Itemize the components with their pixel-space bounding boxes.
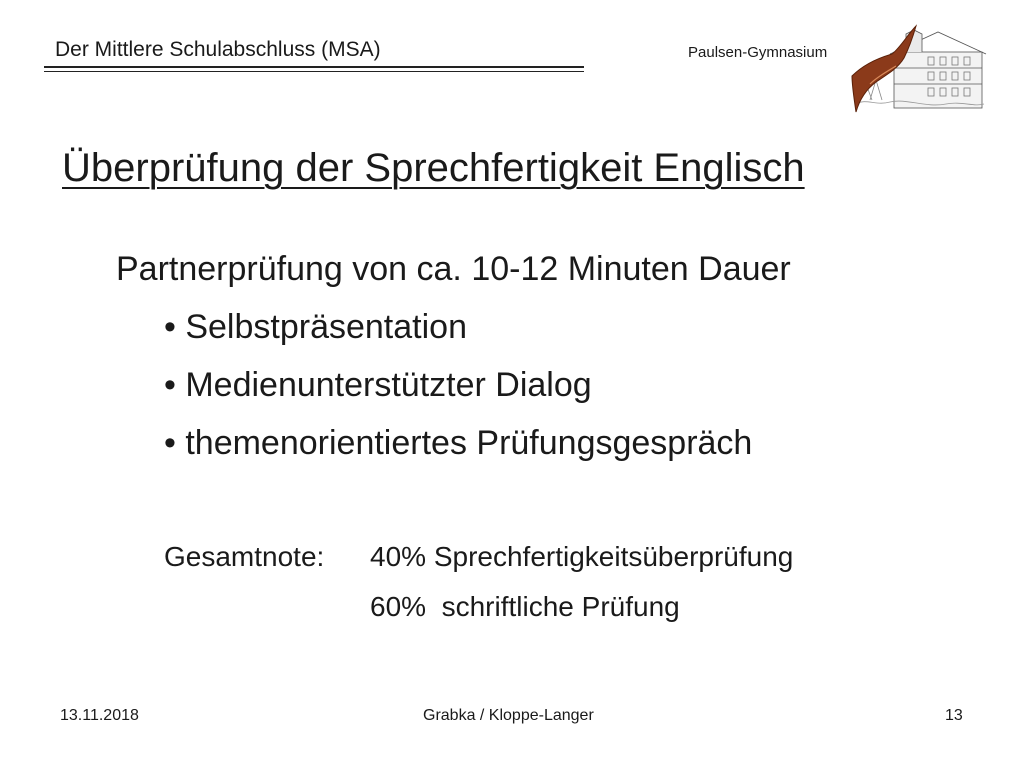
footer-authors: Grabka / Kloppe-Langer xyxy=(423,707,594,724)
header-rule xyxy=(44,66,584,68)
header-rule-thin xyxy=(44,71,584,72)
footer-date: 13.11.2018 xyxy=(60,707,139,724)
bullet-item: • Selbstpräsentation xyxy=(164,308,467,346)
slide-title: Überprüfung der Sprechfertigkeit Englisch xyxy=(62,146,805,190)
bullet-item: • Medienunterstützter Dialog xyxy=(164,366,592,404)
header-title: Der Mittlere Schulabschluss (MSA) xyxy=(55,38,381,61)
grade-line: 60% schriftliche Prüfung xyxy=(370,591,680,622)
intro-text: Partnerprüfung von ca. 10-12 Minuten Dauer xyxy=(116,250,791,288)
grade-line: 40% Sprechfertigkeitsüberprüfung xyxy=(370,541,794,572)
school-name: Paulsen-Gymnasium xyxy=(688,44,828,61)
grade-label: Gesamtnote: xyxy=(164,541,325,572)
school-logo-icon xyxy=(846,24,988,120)
bullet-item: • themenorientiertes Prüfungsgespräch xyxy=(164,424,753,462)
page-number: 13 xyxy=(945,707,963,724)
